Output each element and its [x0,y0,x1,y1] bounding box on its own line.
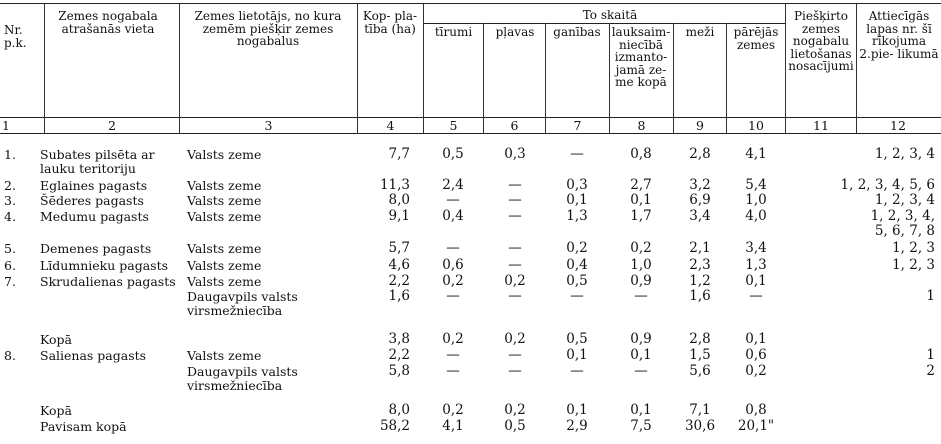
row-number: 1. [4,147,16,162]
forests-cell: 1,6 [689,288,711,304]
location-cell: Pavisam kopā [40,419,127,434]
meadows-cell: — [508,208,522,224]
agricultural-total-cell: — [634,288,648,304]
other-land-cell: 0,8 [745,402,767,418]
meadows-cell: — [508,347,522,363]
meadows-cell: 0,2 [504,402,526,418]
row-number: 7. [4,274,16,289]
other-land-cell: 0,2 [745,363,767,379]
meadows-cell: — [508,177,522,193]
other-land-cell: 3,4 [745,240,767,256]
annex-pages-cell: 2 [926,363,935,379]
forests-cell: 1,5 [689,347,711,363]
agricultural-total-cell: 0,1 [630,347,652,363]
agricultural-total-cell: 0,9 [630,273,652,289]
land-user-cell-line2: virsmežniecība [187,378,283,393]
meadows-cell: — [508,192,522,208]
location-cell-line2: lauku teritoriju [40,161,136,176]
forests-cell: 2,8 [689,331,711,347]
arable-cell: — [446,347,460,363]
pastures-cell: 2,9 [566,418,588,434]
column-number: 11 [813,118,829,133]
other-land-cell: 0,1 [745,273,767,289]
land-user-cell: Valsts zeme [187,274,262,289]
land-user-cell: Daugavpils valsts [187,364,298,379]
total-area-cell: 1,6 [388,288,410,304]
forests-cell: 3,4 [689,208,711,224]
header-land-user: Zemes lietotājs, no kura zemēm piešķir zemes nogabalus [194,9,342,48]
land-user-cell: Valsts zeme [187,193,262,208]
total-area-cell: 3,8 [388,331,410,347]
agricultural-total-cell: 1,0 [630,257,652,273]
header-meadows: pļavas [495,25,535,39]
annex-pages-cell: 1, 2, 3 [892,257,935,273]
header-other-land: pārējās zemes [733,25,779,52]
other-land-cell: 4,0 [745,208,767,224]
other-land-cell: 4,1 [745,146,767,162]
annex-pages-cell: 1 [926,347,935,363]
arable-cell: — [446,288,460,304]
column-number: 4 [386,118,395,133]
row-number: 2. [4,178,16,193]
location-cell: Subates pilsēta ar [40,147,155,162]
pastures-cell: — [570,146,584,162]
land-user-cell: Valsts zeme [187,178,262,193]
forests-cell: 3,2 [689,177,711,193]
other-land-cell: 0,1 [745,331,767,347]
column-number: 2 [108,118,116,133]
arable-cell: — [446,240,460,256]
land-user-cell-line2: virsmežniecība [187,303,283,318]
column-divider [726,23,727,133]
forests-cell: 1,2 [689,273,711,289]
location-cell: Eglaines pagasts [40,178,148,193]
total-area-cell: 58,2 [379,418,410,434]
agricultural-total-cell: 2,7 [630,177,652,193]
pastures-cell: — [570,288,584,304]
agricultural-total-cell: 7,5 [630,418,652,434]
meadows-cell: — [508,240,522,256]
forests-cell: 2,3 [689,257,711,273]
agricultural-total-cell: 0,8 [630,146,652,162]
land-user-cell: Valsts zeme [187,147,262,162]
pastures-cell: 1,3 [566,208,588,224]
arable-cell: 0,6 [442,257,464,273]
arable-cell: — [446,363,460,379]
table-top-rule [0,3,941,4]
forests-cell: 2,1 [689,240,711,256]
arable-cell: 0,2 [442,331,464,347]
meadows-cell: 0,2 [504,331,526,347]
header-bottom-rule [0,117,941,118]
arable-cell: 0,2 [442,402,464,418]
header-location: Zemes nogabala atrašanās vieta [58,9,158,36]
agricultural-total-cell: 0,1 [630,192,652,208]
column-divider [483,23,484,133]
column-divider [423,3,424,133]
pastures-cell: 0,2 [566,240,588,256]
other-land-cell: 20,1" [737,418,775,434]
meadows-cell: 0,2 [504,273,526,289]
land-user-cell: Valsts zeme [187,258,262,273]
meadows-cell: — [508,363,522,379]
header-agricultural-total: lauksaim- niecībā izmanto- jamā ze- me kopā [611,25,671,89]
location-cell: Medumu pagasts [40,209,149,224]
annex-pages-cell: 1, 2, 3, 4 [874,146,935,162]
forests-cell: 30,6 [684,418,716,434]
pastures-cell: — [570,363,584,379]
column-number: 7 [573,118,582,133]
header-usage-conditions: Piešķirto zemes nogabalu lietošanas nosacījumi [788,9,854,73]
land-user-cell: Valsts zeme [187,241,262,256]
column-number: 3 [264,118,273,133]
header-arable: tīrumi [434,25,473,39]
total-area-cell: 9,1 [388,208,410,224]
annex-pages-cell: 1 [926,288,935,304]
column-number: 8 [637,118,646,133]
header-total-area: Kop- pla- tība (ha) [362,9,418,36]
group-header-rule [423,23,785,24]
header-pastures: ganības [553,25,601,39]
pastures-cell: 0,5 [566,331,588,347]
annex-pages-cell-line2: 5, 6, 7, 8 [874,223,935,239]
total-area-cell: 8,0 [388,402,410,418]
column-number: 9 [696,118,704,133]
column-divider [357,3,358,133]
column-divider [179,3,180,133]
total-area-cell: 11,3 [379,177,410,193]
pastures-cell: 0,1 [566,347,588,363]
total-area-cell: 8,0 [388,192,410,208]
other-land-cell: — [749,288,763,304]
annex-pages-cell: 1, 2, 3, 4, [870,208,935,224]
arable-cell: 0,4 [442,208,464,224]
column-number: 5 [449,118,458,133]
column-divider [44,3,45,133]
column-divider [545,23,546,133]
column-number: 10 [748,118,764,133]
total-area-cell: 2,2 [388,347,410,363]
arable-cell: 4,1 [442,418,464,434]
meadows-cell: 0,5 [504,418,526,434]
forests-cell: 7,1 [689,402,711,418]
header-forests: meži [685,25,715,39]
pastures-cell: 0,4 [566,257,588,273]
total-area-cell: 4,6 [388,257,410,273]
row-number: 6. [4,258,16,273]
row-number: 5. [4,241,16,256]
agricultural-total-cell: — [634,363,648,379]
total-area-cell: 5,7 [388,240,410,256]
forests-cell: 2,8 [689,146,711,162]
row-number: 8. [4,348,16,363]
column-divider [673,23,674,133]
column-number-rule [0,133,941,134]
pastures-cell: 0,5 [566,273,588,289]
annex-pages-cell: 1, 2, 3, 4 [874,192,935,208]
header-annex-pages: Attiecīgās lapas nr. šī rīkojuma 2.pie- likumā [859,9,939,61]
agricultural-total-cell: 0,2 [630,240,652,256]
agricultural-total-cell: 1,7 [630,208,652,224]
annex-pages-cell: 1, 2, 3 [892,240,935,256]
meadows-cell: — [508,257,522,273]
agricultural-total-cell: 0,9 [630,331,652,347]
annex-pages-cell: 1, 2, 3, 4, 5, 6 [840,177,935,193]
arable-cell: 2,4 [442,177,464,193]
other-land-cell: 1,0 [745,192,767,208]
meadows-cell: 0,3 [504,146,526,162]
location-cell: Salienas pagasts [40,348,147,363]
other-land-cell: 5,4 [745,177,767,193]
total-area-cell: 5,8 [388,363,410,379]
pastures-cell: 0,1 [566,402,588,418]
land-user-cell: Valsts zeme [187,209,262,224]
location-cell: Kopā [40,332,72,347]
arable-cell: 0,2 [442,273,464,289]
location-cell: Skrudalienas pagasts [40,274,176,289]
other-land-cell: 0,6 [745,347,767,363]
pastures-cell: 0,3 [566,177,588,193]
arable-cell: 0,5 [442,146,464,162]
location-cell: Līdumnieku pagasts [40,258,169,273]
header-group-of-which: To skaitā [582,8,638,22]
row-number: 3. [4,193,16,208]
land-user-cell: Valsts zeme [187,348,262,363]
location-cell: Šēderes pagasts [40,193,144,208]
total-area-cell: 2,2 [388,273,410,289]
location-cell: Demenes pagasts [40,241,152,256]
row-number: 4. [4,209,16,224]
forests-cell: 6,9 [689,192,711,208]
pastures-cell: 0,1 [566,192,588,208]
header-nr: Nr. p.k. [4,23,27,50]
column-number: 6 [510,118,519,133]
land-user-cell: Daugavpils valsts [187,289,298,304]
total-area-cell: 7,7 [388,146,410,162]
other-land-cell: 1,3 [745,257,767,273]
forests-cell: 5,6 [689,363,711,379]
location-cell: Kopā [40,403,72,418]
arable-cell: — [446,192,460,208]
agricultural-total-cell: 0,1 [630,402,652,418]
column-divider [856,3,857,133]
column-number: 12 [890,118,906,133]
meadows-cell: — [508,288,522,304]
column-number: 1 [2,118,10,133]
column-divider [785,3,786,133]
column-divider [609,23,610,133]
